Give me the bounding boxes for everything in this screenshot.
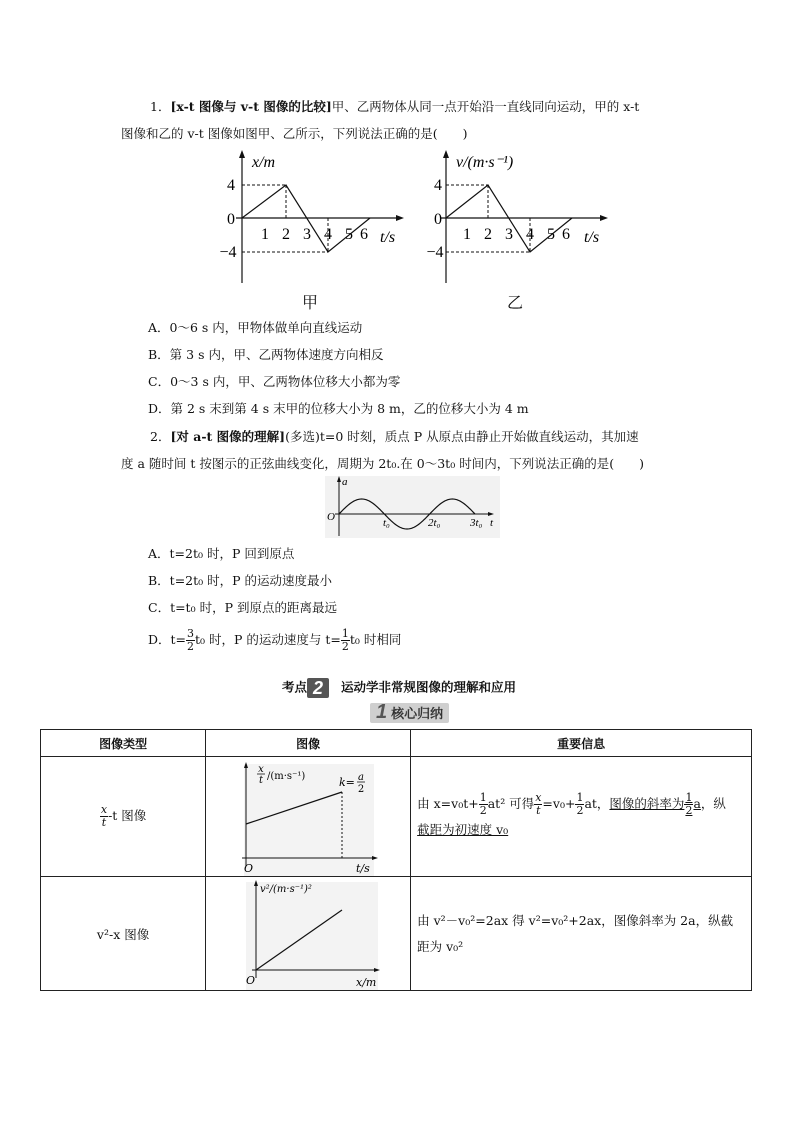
q1-option-d[interactable]: D．第 2 s 末到第 4 s 末甲的位移大小为 8 m，乙的位移大小为 4 m bbox=[148, 401, 529, 416]
q2-d-frac1: $\frac{3}{2}$ bbox=[187, 627, 195, 653]
q2-option-d[interactable] bbox=[148, 628, 401, 653]
jia-ytick-0: 0 bbox=[227, 211, 235, 228]
section-number-badge: 2 bbox=[307, 678, 329, 698]
row2-info bbox=[411, 877, 752, 991]
xt-t-k-n: a bbox=[358, 771, 365, 783]
jia-xtick-3: 3 bbox=[303, 226, 311, 243]
at-ylabel: a bbox=[342, 476, 348, 488]
q1-option-c[interactable]: C．0～3 s 内，甲、乙两物体位移大小都为零 bbox=[148, 374, 401, 389]
table-row bbox=[41, 757, 752, 877]
header-type: 图像类型 bbox=[41, 730, 206, 757]
q2-d-post: t₀ 时相同 bbox=[349, 632, 402, 647]
q2-line2: 度 a 随时间 t 按图示的正弦曲线变化，周期为 2t₀.在 0～3t₀ 时间内，下列说法正确的是( ) bbox=[121, 456, 644, 471]
v2-x-ylabel: v²/(m·s⁻¹)² bbox=[260, 883, 313, 895]
yi-xtick-5: 5 bbox=[547, 226, 555, 243]
xt-t-graph bbox=[206, 758, 410, 876]
yi-xtick-2: 2 bbox=[484, 226, 492, 243]
subsection-number: 1 bbox=[376, 701, 388, 723]
graph-yi bbox=[426, 148, 611, 288]
yi-ylabel: v/(m·s⁻¹) bbox=[456, 154, 514, 171]
q2-option-c[interactable]: C．t=t₀ 时，P 到原点的距离最远 bbox=[148, 600, 337, 615]
section-prefix: 考点 bbox=[282, 679, 308, 695]
row1-info-line2: 截距为初速度 v₀ bbox=[417, 821, 509, 837]
subsection-heading bbox=[370, 703, 449, 723]
jia-xlabel: t/s bbox=[380, 229, 396, 246]
section-title: 运动学非常规图像的理解和应用 bbox=[340, 679, 516, 695]
q1-option-b[interactable]: B．第 3 s 内，甲、乙两物体速度方向相反 bbox=[148, 347, 384, 362]
jia-xtick-2: 2 bbox=[282, 226, 290, 243]
q2-option-a[interactable]: A．t=2t₀ 时，P 回到原点 bbox=[148, 546, 295, 561]
header-info: 重要信息 bbox=[411, 730, 752, 757]
q2-stem-part1: (多选)t=0 时刻，质点 P 从原点由静止开始做直线运动，其加速 bbox=[285, 429, 639, 444]
row1-graph-cell bbox=[206, 757, 411, 877]
yi-xtick-3: 3 bbox=[505, 226, 513, 243]
table-header-row bbox=[41, 730, 752, 757]
at-xtick-2t0: 2t₀ bbox=[428, 517, 441, 529]
jia-ytick-neg4: −4 bbox=[219, 244, 237, 261]
v2-x-graph bbox=[206, 878, 410, 990]
q2-tag: [对 a-t 图像的理解] bbox=[170, 429, 286, 444]
xt-t-k-d: 2 bbox=[357, 783, 365, 795]
row2-type: v²-x 图像 bbox=[41, 877, 206, 991]
jia-xtick-6: 6 bbox=[360, 226, 368, 243]
table-row bbox=[41, 877, 752, 991]
row1-type-frac: $\frac{x}{t}$ bbox=[100, 803, 108, 829]
header-graph: 图像 bbox=[206, 730, 411, 757]
xt-t-ylabel-unit: /(m·s⁻¹) bbox=[267, 770, 306, 782]
graph-a-t bbox=[325, 476, 500, 538]
yi-ytick-4: 4 bbox=[434, 177, 442, 194]
q1-line1 bbox=[150, 98, 639, 116]
jia-ylabel: x/m bbox=[252, 154, 276, 171]
q1-number: 1． bbox=[150, 99, 171, 114]
jia-xtick-5: 5 bbox=[345, 226, 353, 243]
summary-table bbox=[40, 729, 752, 991]
row2-graph-cell bbox=[206, 877, 411, 991]
q1-tag: [x-t 图像与 v-t 图像的比较] bbox=[170, 99, 332, 114]
v2-x-xlabel: x/m bbox=[356, 975, 377, 989]
q1-stem-part1: 甲、乙两物体从同一点开始沿一直线同向运动，甲的 x-t bbox=[331, 99, 640, 114]
xt-t-xlabel: t/s bbox=[356, 861, 370, 875]
q2-d-mid: t₀ 时，P 的运动速度与 t= bbox=[195, 632, 341, 647]
yi-ytick-neg4: −4 bbox=[426, 244, 444, 261]
caption-yi: 乙 bbox=[507, 293, 524, 312]
xt-t-ylabel-d: t bbox=[259, 774, 264, 786]
at-xlabel: t bbox=[490, 517, 494, 529]
at-origin: O bbox=[327, 511, 335, 523]
section-heading bbox=[282, 678, 516, 698]
xt-t-origin: O bbox=[244, 861, 254, 875]
row1-type-rest: -t 图像 bbox=[108, 808, 147, 823]
yi-xtick-4: 4 bbox=[526, 226, 534, 243]
yi-xtick-6: 6 bbox=[562, 226, 570, 243]
yi-xtick-1: 1 bbox=[463, 226, 471, 243]
jia-xtick-4: 4 bbox=[324, 226, 332, 243]
yi-ytick-0: 0 bbox=[434, 211, 442, 228]
row1-info: 由 x=v₀t+ $\frac{1}{2}$ at² 可得 $\frac{x}{t}$ =v₀+ $\frac{1}{2}$ at，图像的斜率为 $\frac{1}{2}$ a，纵 截距为初速度 v₀ bbox=[411, 757, 752, 877]
caption-jia: 甲 bbox=[302, 293, 319, 312]
yi-xlabel: t/s bbox=[584, 229, 600, 246]
subsection-badge bbox=[370, 703, 449, 723]
q2-option-b[interactable]: B．t=2t₀ 时，P 的运动速度最小 bbox=[148, 573, 333, 588]
row2-info-line2: 距为 v₀² bbox=[417, 938, 464, 954]
q2-number: 2． bbox=[150, 429, 171, 444]
q1-line2: 图像和乙的 v-t 图像如图甲、乙所示，下列说法正确的是( ) bbox=[121, 126, 468, 141]
graph-jia bbox=[219, 148, 407, 288]
at-xtick-t0: t₀ bbox=[383, 517, 390, 529]
q2-line1 bbox=[150, 428, 639, 446]
v2-x-origin: O bbox=[246, 973, 256, 987]
xt-t-ylabel-n: x bbox=[258, 763, 264, 775]
q2-d-frac2: $\frac{1}{2}$ bbox=[341, 627, 349, 653]
row1-type bbox=[41, 757, 206, 877]
jia-ytick-4: 4 bbox=[227, 177, 235, 194]
at-xtick-3t0: 3t₀ bbox=[470, 517, 483, 529]
q1-option-a[interactable]: A．0～6 s 内，甲物体做单向直线运动 bbox=[148, 320, 363, 335]
q2-d-pre: D．t= bbox=[148, 632, 187, 647]
row2-info-line1: 由 v²－v₀²=2ax 得 v²=v₀²+2ax，图像斜率为 2a，纵截 bbox=[417, 912, 734, 928]
xt-t-k-label: k= bbox=[339, 775, 356, 789]
subsection-title: 核心归纳 bbox=[391, 706, 444, 721]
jia-xtick-1: 1 bbox=[261, 226, 269, 243]
